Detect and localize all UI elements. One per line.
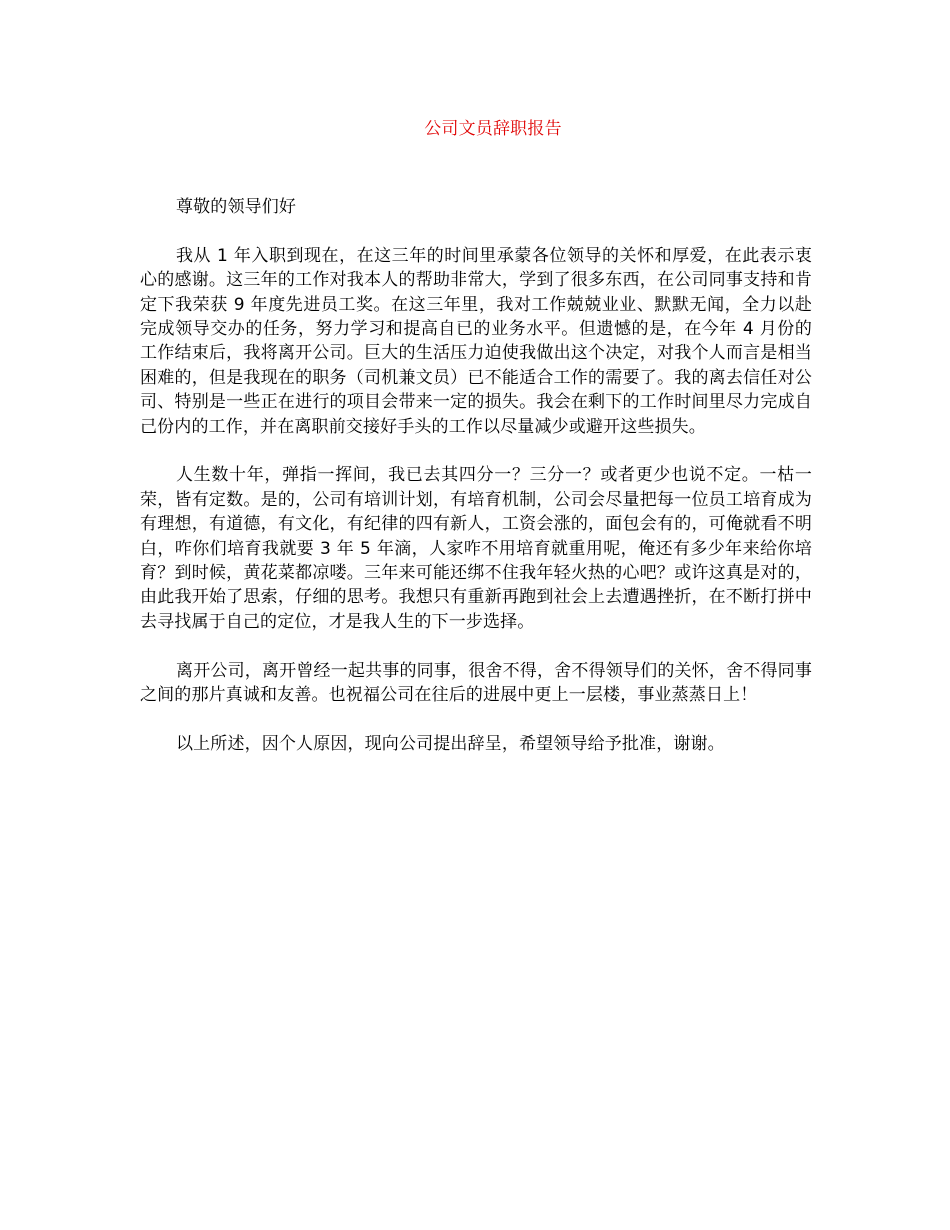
- paragraph-1: 我从 1 年入职到现在，在这三年的时间里承蒙各位领导的关怀和厚爱，在此表示衷心的感谢。这三年的工作对我本人的帮助非常大，学到了很多东西，在公司同事支持和肯定下我荣获 9 年度先进员工奖。在这三年里，我对工作兢兢业业、默默无闻，全力以赴完成领导交办的任务，努力学习和提高自已的业务水平。但遗憾的是，在今年 4 月份的工作结束后，我将离开公司。巨大的生活压力迫使我做出这个决定，对我个人而言是相当困难的，但是我现在的职务（司机兼文员）已不能适合工作的需要了。我的离去信任对公司、特别是一些正在进行的项目会带来一定的损失。我会在剩下的工作时间里尽力完成自己份内的工作，并在离职前交接好手头的工作以尽量减少或避开这些损失。: [140, 245, 812, 437]
- paragraph-4: 以上所述，因个人原因，现向公司提出辞呈，希望领导给予批准，谢谢。: [176, 733, 725, 754]
- document-body: [140, 195, 812, 781]
- document-title: 公司文员辞职报告: [424, 119, 562, 139]
- salutation: 尊敬的领导们好: [176, 197, 297, 217]
- paragraph-2: 人生数十年，弹指一挥间，我已去其四分一？三分一？或者更少也说不定。一枯一荣，皆有定数。是的，公司有培训计划，有培育机制，公司会尽量把每一位员工培育成为有理想，有道德，有文化，有纪律的四有新人，工资会涨的，面包会有的，可俺就看不明白，咋你们培育我就要 3 年 5 年滴，人家咋不用培育就重用呢，俺还有多少年来给你培育？到时候，黄花菜都凉喽。三年来可能还绑不住我年轻火热的心吧？或许这真是对的，由此我开始了思索，仔细的思考。我想只有重新再跑到社会上去遭遇挫折，在不断打拼中去寻找属于自己的定位，才是我人生的下一步选择。: [140, 465, 812, 632]
- paragraph-3: 离开公司，离开曾经一起共事的同事，很舍不得，舍不得领导们的关怀，舍不得同事之间的那片真诚和友善。也祝福公司在往后的进展中更上一层楼，事业蒸蒸日上！: [140, 660, 812, 706]
